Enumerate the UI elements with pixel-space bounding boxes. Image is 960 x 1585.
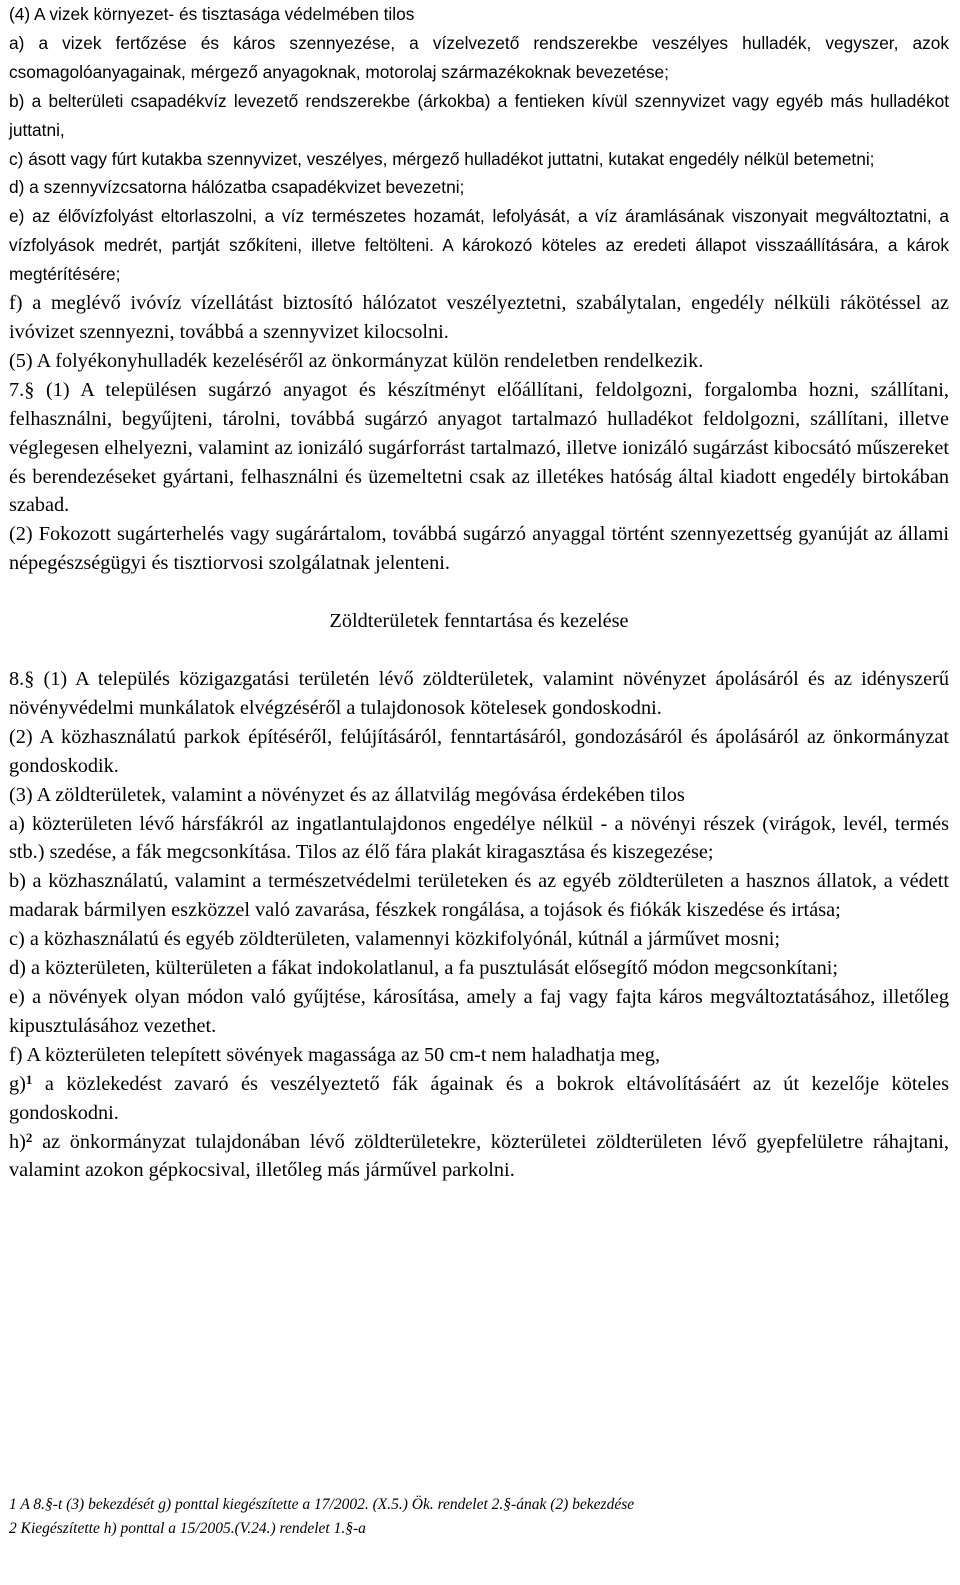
list-item: f) A közterületen telepített sövények magassága az 50 cm-t nem haladhatja meg, xyxy=(9,1043,661,1066)
paragraph: d) a szennyvízcsatorna hálózatba csapadékvizet bevezetni; xyxy=(9,177,465,198)
list-item: e) a növények olyan módon való gyűjtése, károsítása, amely a faj vagy fajta káros megváltoztatásához, illetőleg kipusztulásához vezethet. xyxy=(9,986,949,1037)
list-item: d) a közterületen, külterületen a fákat indokolatlanul, a fa pusztulását elősegítő módon megcsonkítani; xyxy=(9,957,839,980)
paragraph: a) a vizek fertőzése és káros szennyezése, a vízelvezető rendszerekbe veszélyes hulladék, vegyszer, azok csomagolóanyagainak, mérgező anyagoknak, motorolaj származékoknak bevezetése; xyxy=(9,32,949,82)
paragraph: (3) A zöldterületek, valamint a növényzet és az állatvilág megóvása érdekében tilos xyxy=(9,783,685,806)
footnotes xyxy=(9,1493,949,1542)
item-text: a közlekedést zavaró és veszélyeztető fák ágainak és a bokrok eltávolításáért az út kezelője köteles gondoskodni. xyxy=(9,1072,949,1124)
list-item: a) közterületen lévő hársfákról az ingatlantulajdonos engedélye nélkül - a növényi részek (virágok, levél, termés stb.) szedése, a fák megcsonkítása. Tilos az élő fára plakát kiragasztása és kiszegezése; xyxy=(9,812,949,864)
list-item: b) a közhasználatú, valamint a természetvédelmi területeken és az egyéb zöldterületen a hasznos állatok, a védett madarak bármilyen eszközzel való zavarása, fészkek rongálása, a tojások és fiókák kiszedése és irtása; xyxy=(9,870,949,922)
paragraph: e) az élővízfolyást eltorlaszolni, a víz természetes hozamát, lefolyását, a víz áramlásának viszonyait megváltoztatni, a vízfolyások medrét, partját szőkíteni, illetve feltölteni. A károkozó köteles az eredeti állapot visszaállítására, a károk megtérítésére; xyxy=(9,206,949,285)
section-8-green-areas xyxy=(9,665,949,1185)
list-item-h xyxy=(9,1128,949,1186)
item-prefix: h) xyxy=(9,1130,26,1153)
list-item-g xyxy=(9,1070,949,1128)
item-prefix: g) xyxy=(9,1072,26,1095)
paragraph: (5) A folyékonyhulladék kezeléséről az önkormányzat külön rendeletben rendelkezik. xyxy=(9,349,704,372)
footnote: 1 A 8.§-t (3) bekezdését g) ponttal kiegészítette a 17/2002. (X.5.) Ök. rendelet 2.§-ának (2) bekezdése xyxy=(9,1496,635,1513)
list-item: c) a közhasználatú és egyéb zöldterületen, valamennyi közkifolyónál, kútnál a járművet mosni; xyxy=(9,928,780,951)
paragraph-section-8: 8.§ (1) A település közigazgatási területén lévő zöldterületek, valamint növényzet ápolásáról és az idényszerű növényvédelmi munkálatok elvégzéséről a tulajdonosok kötelesek gondoskodni. xyxy=(9,668,949,719)
document-body xyxy=(9,0,949,1185)
paragraph: (2) Fokozott sugárterhelés vagy sugárártalom, továbbá sugárzó anyaggal történt szennyezettség gyanúját az állami népegészségügyi és tisztiorvosi szolgálatnak jelenteni. xyxy=(9,523,949,575)
paragraph: c) ásott vagy fúrt kutakba szennyvizet, veszélyes, mérgező hulladékot juttatni, kutakat engedély nélkül betemetni; xyxy=(9,148,875,169)
paragraph-section-7: 7.§ (1) A településen sugárzó anyagot és készítményt előállítani, feldolgozni, forgalomba hozni, szállítani, felhasználni, begyűjteni, tárolni, továbbá sugárzó anyagot tartalmazó hulladékot feldolgozni, szállítani, illetve véglegesen elhelyezni, valamint az ionizáló sugárforrást tartalmazó, illetve ionizáló sugárzást kibocsátó műszereket és berendezéseket gyártani, felhasználni és üzemeltetni csak az illetékes hatóság által kiadott engedély birtokában szabad. xyxy=(9,378,949,517)
paragraph: b) a belterületi csapadékvíz levezető rendszerekbe (árkokba) a fentieken kívül szennyvizet vagy egyéb más hulladékot juttatni, xyxy=(9,90,949,140)
section-4-continued xyxy=(9,289,949,578)
section-heading: Zöldterületek fenntartása és kezelése xyxy=(329,610,629,633)
section-4-water-protection xyxy=(9,0,949,289)
footnote: 2 Kiegészítette h) ponttal a 15/2005.(V.24.) rendelet 1.§-a xyxy=(9,1520,366,1538)
paragraph: f) a meglévő ivóvíz vízellátást biztosító hálózatot veszélyeztetni, szabálytalan, engedély nélküli rákötéssel az ivóvizet szennyezni, továbbá a szennyvizet kilocsolni. xyxy=(9,292,949,343)
paragraph: (4) A vizek környezet- és tisztasága védelmében tilos xyxy=(9,4,415,24)
paragraph: (2) A közhasználatú parkok építéséről, felújításáról, fenntartásáról, gondozásáról és ápolásáról az önkormányzat gondoskodik. xyxy=(9,725,949,777)
footnote-ref: 1 xyxy=(25,1071,33,1087)
footnote-ref: 2 xyxy=(25,1129,33,1145)
item-text: az önkormányzat tulajdonában lévő zöldterületekre, közterületei zöldterületen lévő gyepfelületre ráhajtani, valamint azokon gépkocsival, illetőleg más járművel parkolni. xyxy=(9,1130,949,1182)
